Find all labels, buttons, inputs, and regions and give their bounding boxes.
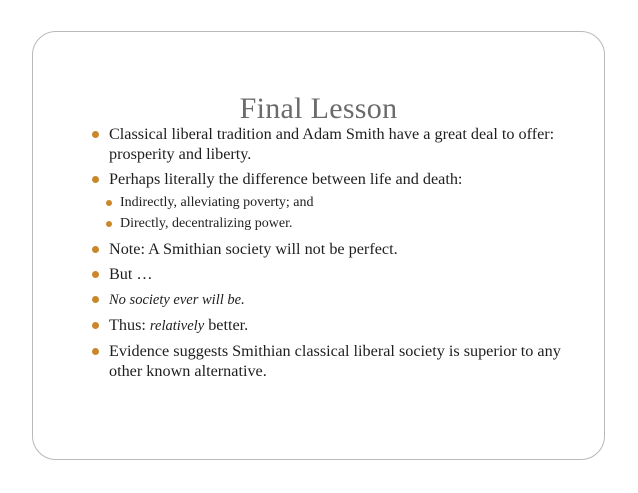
sub-bullet-text: Directly, decentralizing power.	[120, 216, 293, 231]
bullet-dot-icon	[92, 246, 99, 253]
bullet-text: Perhaps literally the difference between life and death:	[109, 170, 463, 188]
bullet-text: Evidence suggests Smithian classical liberal society is superior to any other known alternative.	[109, 342, 561, 380]
bullet-item	[92, 315, 572, 336]
bullet-item	[92, 341, 572, 381]
sub-bullet-text: Indirectly, alleviating poverty; and	[120, 195, 314, 210]
bullet-dot-icon	[92, 131, 99, 138]
bullet-item	[92, 264, 572, 284]
bullet-text-suffix: better.	[204, 316, 249, 334]
bullet-text: But …	[109, 265, 153, 283]
bullet-text-emphasis: relatively	[149, 318, 205, 334]
bullet-item	[92, 169, 572, 189]
bullet-dot-icon	[92, 322, 99, 329]
sub-bullet-item	[92, 215, 572, 233]
slide-title: Final Lesson	[239, 92, 398, 125]
bullet-dot-icon	[92, 176, 99, 183]
bullet-dot-icon	[106, 221, 112, 227]
bullet-text: Note: A Smithian society will not be perfect.	[109, 240, 398, 258]
bullet-dot-icon	[106, 200, 112, 206]
bullet-list	[92, 124, 572, 386]
bullet-dot-icon	[92, 348, 99, 355]
bullet-dot-icon	[92, 296, 99, 303]
bullet-text-italic: No society ever will be.	[109, 292, 245, 308]
bullet-text-prefix: Thus:	[109, 316, 150, 334]
bullet-text: Classical liberal tradition and Adam Smith have a great deal to offer: prosperity and liberty.	[109, 125, 555, 163]
bullet-item	[92, 239, 572, 259]
bullet-item	[92, 289, 572, 310]
bullet-item	[92, 124, 572, 164]
sub-bullet-item	[92, 194, 572, 212]
bullet-dot-icon	[92, 271, 99, 278]
